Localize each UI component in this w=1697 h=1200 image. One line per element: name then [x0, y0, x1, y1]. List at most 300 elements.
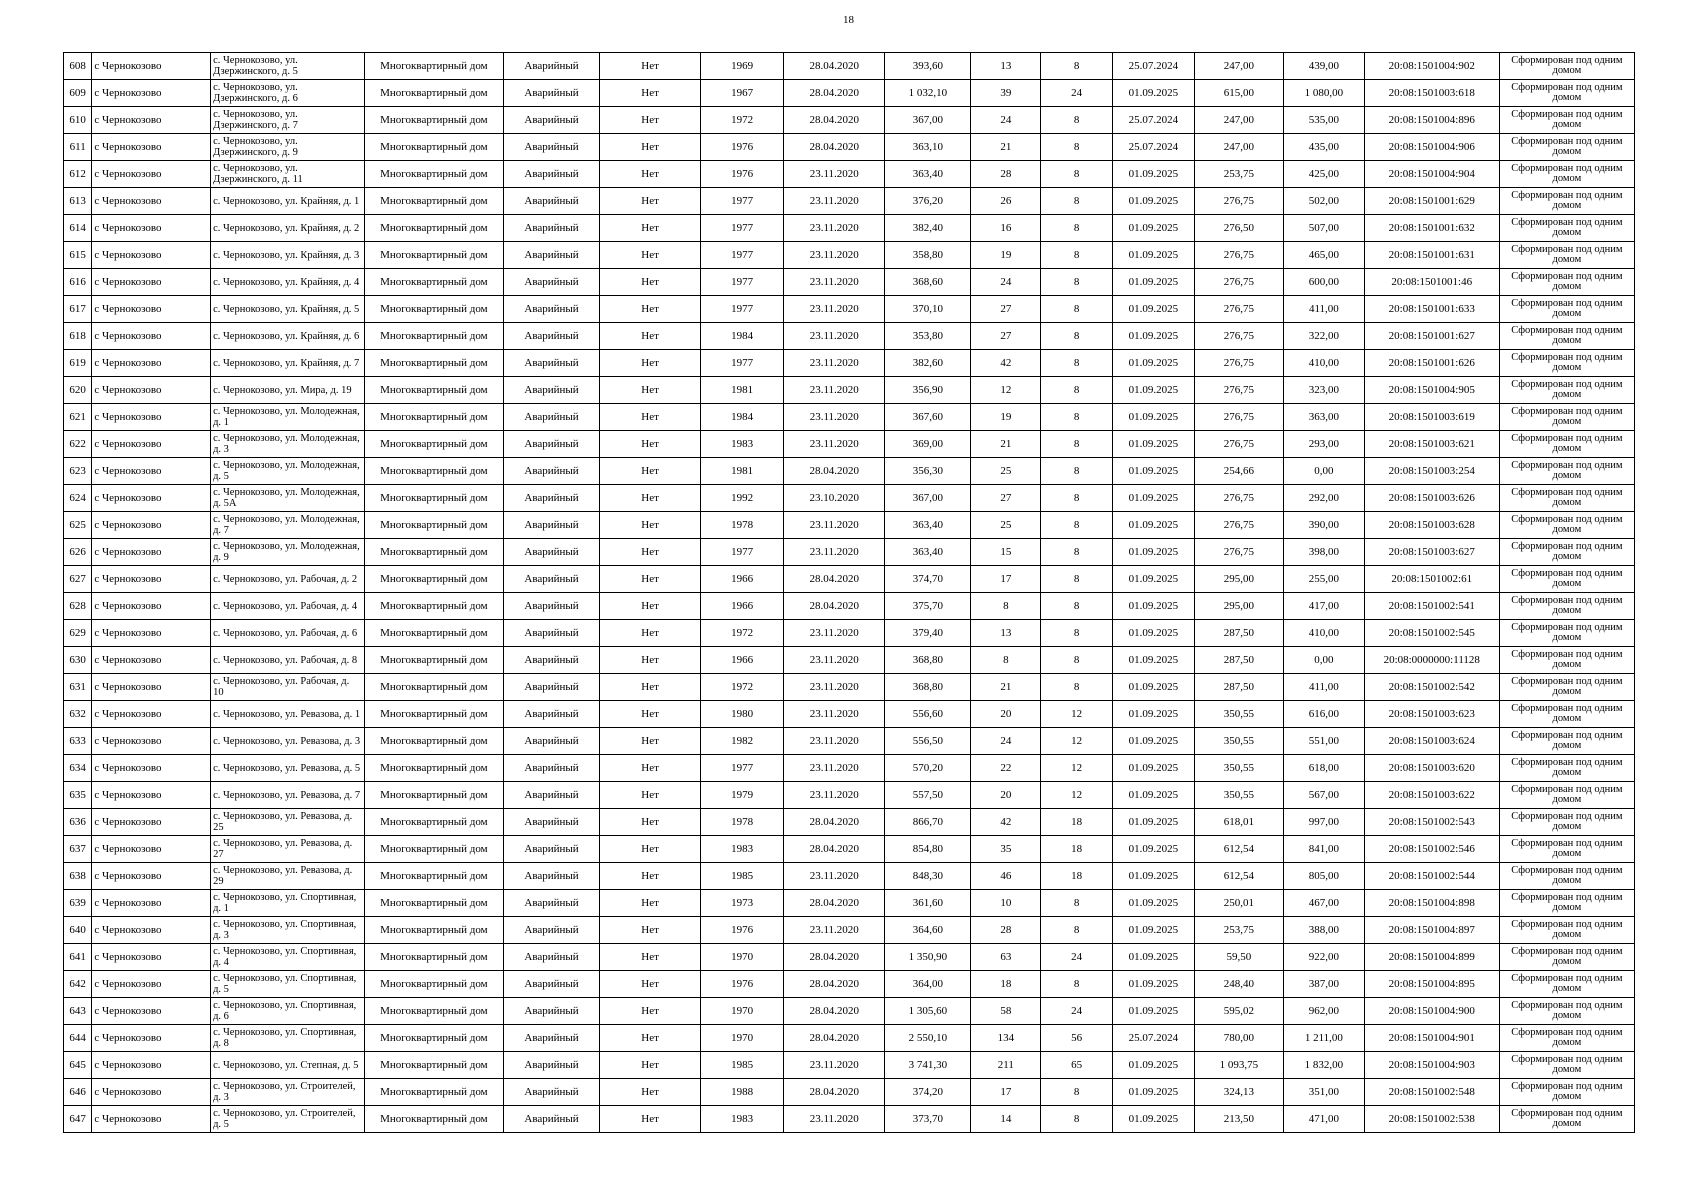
land-area-cell: 600,00 — [1284, 269, 1365, 296]
address-cell: с. Чернокозово, ул. Молодежная, д. 7 — [211, 512, 365, 539]
locality-cell: с Чернокозово — [92, 728, 211, 755]
address-cell: с. Чернокозово, ул. Рабочая, д. 8 — [211, 647, 365, 674]
building-type-cell: Многоквартирный дом — [364, 701, 503, 728]
table-row — [64, 755, 1635, 782]
flag-cell: Нет — [599, 782, 700, 809]
year-built-cell: 1977 — [701, 539, 784, 566]
note-cell: Сформирован под одним домом — [1499, 188, 1634, 215]
table-row — [64, 242, 1635, 269]
residents-cell: 20 — [971, 701, 1041, 728]
table-row — [64, 593, 1635, 620]
apartments-cell: 8 — [1041, 647, 1113, 674]
note-cell: Сформирован под одним домом — [1499, 593, 1634, 620]
land-area-cell: 805,00 — [1284, 863, 1365, 890]
recognition-date-cell: 23.11.2020 — [784, 755, 885, 782]
flag-cell: Нет — [599, 971, 700, 998]
building-type-cell: Многоквартирный дом — [364, 1052, 503, 1079]
row-number: 630 — [64, 647, 92, 674]
land-area-cell: 425,00 — [1284, 161, 1365, 188]
apartments-cell: 24 — [1041, 80, 1113, 107]
row-number: 613 — [64, 188, 92, 215]
address-cell: с. Чернокозово, ул. Молодежная, д. 1 — [211, 404, 365, 431]
cadastral-number-cell: 20:08:1501001:627 — [1364, 323, 1499, 350]
cadastral-number-cell: 20:08:1501001:632 — [1364, 215, 1499, 242]
land-area-cell: 388,00 — [1284, 917, 1365, 944]
row-number: 611 — [64, 134, 92, 161]
address-cell: с. Чернокозово, ул. Ревазова, д. 29 — [211, 863, 365, 890]
area-cell: 374,20 — [885, 1079, 971, 1106]
area-cell: 557,50 — [885, 782, 971, 809]
year-built-cell: 1977 — [701, 350, 784, 377]
apartments-cell: 8 — [1041, 512, 1113, 539]
area-cell: 364,00 — [885, 971, 971, 998]
year-built-cell: 1976 — [701, 134, 784, 161]
residents-cell: 13 — [971, 620, 1041, 647]
condition-cell: Аварийный — [504, 539, 600, 566]
locality-cell: с Чернокозово — [92, 674, 211, 701]
living-area-cell: 276,75 — [1194, 485, 1283, 512]
table-row — [64, 134, 1635, 161]
living-area-cell: 276,75 — [1194, 323, 1283, 350]
apartments-cell: 8 — [1041, 620, 1113, 647]
row-number: 628 — [64, 593, 92, 620]
note-cell: Сформирован под одним домом — [1499, 134, 1634, 161]
planned-date-cell: 01.09.2025 — [1113, 269, 1195, 296]
planned-date-cell: 01.09.2025 — [1113, 674, 1195, 701]
residents-cell: 8 — [971, 647, 1041, 674]
land-area-cell: 0,00 — [1284, 458, 1365, 485]
area-cell: 1 305,60 — [885, 998, 971, 1025]
apartments-cell: 12 — [1041, 728, 1113, 755]
land-area-cell: 0,00 — [1284, 647, 1365, 674]
row-number: 639 — [64, 890, 92, 917]
row-number: 609 — [64, 80, 92, 107]
cadastral-number-cell: 20:08:1501003:624 — [1364, 728, 1499, 755]
locality-cell: с Чернокозово — [92, 134, 211, 161]
living-area-cell: 276,75 — [1194, 296, 1283, 323]
building-type-cell: Многоквартирный дом — [364, 323, 503, 350]
flag-cell: Нет — [599, 1079, 700, 1106]
planned-date-cell: 01.09.2025 — [1113, 431, 1195, 458]
living-area-cell: 612,54 — [1194, 836, 1283, 863]
row-number: 643 — [64, 998, 92, 1025]
locality-cell: с Чернокозово — [92, 296, 211, 323]
recognition-date-cell: 23.11.2020 — [784, 269, 885, 296]
land-area-cell: 398,00 — [1284, 539, 1365, 566]
living-area-cell: 276,75 — [1194, 431, 1283, 458]
row-number: 633 — [64, 728, 92, 755]
recognition-date-cell: 28.04.2020 — [784, 134, 885, 161]
year-built-cell: 1984 — [701, 404, 784, 431]
area-cell: 379,40 — [885, 620, 971, 647]
locality-cell: с Чернокозово — [92, 1052, 211, 1079]
flag-cell: Нет — [599, 647, 700, 674]
planned-date-cell: 25.07.2024 — [1113, 1025, 1195, 1052]
year-built-cell: 1972 — [701, 620, 784, 647]
locality-cell: с Чернокозово — [92, 485, 211, 512]
planned-date-cell: 01.09.2025 — [1113, 458, 1195, 485]
building-type-cell: Многоквартирный дом — [364, 1025, 503, 1052]
note-cell: Сформирован под одним домом — [1499, 566, 1634, 593]
apartments-cell: 8 — [1041, 242, 1113, 269]
recognition-date-cell: 28.04.2020 — [784, 971, 885, 998]
recognition-date-cell: 23.11.2020 — [784, 674, 885, 701]
cadastral-number-cell: 20:08:1501003:618 — [1364, 80, 1499, 107]
condition-cell: Аварийный — [504, 323, 600, 350]
residents-cell: 42 — [971, 350, 1041, 377]
row-number: 631 — [64, 674, 92, 701]
table-row — [64, 647, 1635, 674]
apartments-cell: 24 — [1041, 998, 1113, 1025]
recognition-date-cell: 28.04.2020 — [784, 998, 885, 1025]
cadastral-number-cell: 20:08:1501003:626 — [1364, 485, 1499, 512]
year-built-cell: 1977 — [701, 188, 784, 215]
row-number: 623 — [64, 458, 92, 485]
flag-cell: Нет — [599, 431, 700, 458]
row-number: 617 — [64, 296, 92, 323]
address-cell: с. Чернокозово, ул. Строителей, д. 3 — [211, 1079, 365, 1106]
apartments-cell: 8 — [1041, 458, 1113, 485]
apartments-cell: 8 — [1041, 107, 1113, 134]
year-built-cell: 1983 — [701, 1106, 784, 1133]
building-type-cell: Многоквартирный дом — [364, 782, 503, 809]
apartments-cell: 8 — [1041, 917, 1113, 944]
note-cell: Сформирован под одним домом — [1499, 1106, 1634, 1133]
locality-cell: с Чернокозово — [92, 809, 211, 836]
condition-cell: Аварийный — [504, 701, 600, 728]
recognition-date-cell: 28.04.2020 — [784, 890, 885, 917]
locality-cell: с Чернокозово — [92, 593, 211, 620]
address-cell: с. Чернокозово, ул. Дзержинского, д. 5 — [211, 53, 365, 80]
row-number: 645 — [64, 1052, 92, 1079]
planned-date-cell: 01.09.2025 — [1113, 350, 1195, 377]
area-cell: 369,00 — [885, 431, 971, 458]
area-cell: 556,50 — [885, 728, 971, 755]
recognition-date-cell: 28.04.2020 — [784, 1025, 885, 1052]
housing-registry-table — [63, 52, 1635, 1133]
residents-cell: 211 — [971, 1052, 1041, 1079]
planned-date-cell: 01.09.2025 — [1113, 242, 1195, 269]
year-built-cell: 1973 — [701, 890, 784, 917]
address-cell: с. Чернокозово, ул. Крайняя, д. 5 — [211, 296, 365, 323]
building-type-cell: Многоквартирный дом — [364, 458, 503, 485]
flag-cell: Нет — [599, 296, 700, 323]
area-cell: 368,80 — [885, 647, 971, 674]
area-cell: 363,40 — [885, 161, 971, 188]
residents-cell: 17 — [971, 1079, 1041, 1106]
condition-cell: Аварийный — [504, 998, 600, 1025]
apartments-cell: 8 — [1041, 350, 1113, 377]
recognition-date-cell: 23.11.2020 — [784, 323, 885, 350]
planned-date-cell: 01.09.2025 — [1113, 944, 1195, 971]
table-row — [64, 836, 1635, 863]
area-cell: 848,30 — [885, 863, 971, 890]
apartments-cell: 24 — [1041, 944, 1113, 971]
row-number: 634 — [64, 755, 92, 782]
living-area-cell: 287,50 — [1194, 647, 1283, 674]
table-row — [64, 944, 1635, 971]
cadastral-number-cell: 20:08:1501002:542 — [1364, 674, 1499, 701]
cadastral-number-cell: 20:08:1501003:627 — [1364, 539, 1499, 566]
flag-cell: Нет — [599, 1025, 700, 1052]
cadastral-number-cell: 20:08:1501004:905 — [1364, 377, 1499, 404]
address-cell: с. Чернокозово, ул. Крайняя, д. 7 — [211, 350, 365, 377]
flag-cell: Нет — [599, 404, 700, 431]
building-type-cell: Многоквартирный дом — [364, 242, 503, 269]
living-area-cell: 213,50 — [1194, 1106, 1283, 1133]
year-built-cell: 1970 — [701, 998, 784, 1025]
table-row — [64, 80, 1635, 107]
year-built-cell: 1977 — [701, 242, 784, 269]
address-cell: с. Чернокозово, ул. Рабочая, д. 6 — [211, 620, 365, 647]
note-cell: Сформирован под одним домом — [1499, 836, 1634, 863]
condition-cell: Аварийный — [504, 1106, 600, 1133]
locality-cell: с Чернокозово — [92, 242, 211, 269]
apartments-cell: 8 — [1041, 431, 1113, 458]
building-type-cell: Многоквартирный дом — [364, 134, 503, 161]
flag-cell: Нет — [599, 728, 700, 755]
apartments-cell: 8 — [1041, 377, 1113, 404]
locality-cell: с Чернокозово — [92, 701, 211, 728]
living-area-cell: 350,55 — [1194, 755, 1283, 782]
land-area-cell: 435,00 — [1284, 134, 1365, 161]
living-area-cell: 324,13 — [1194, 1079, 1283, 1106]
address-cell: с. Чернокозово, ул. Молодежная, д. 3 — [211, 431, 365, 458]
building-type-cell: Многоквартирный дом — [364, 485, 503, 512]
building-type-cell: Многоквартирный дом — [364, 917, 503, 944]
living-area-cell: 250,01 — [1194, 890, 1283, 917]
residents-cell: 25 — [971, 512, 1041, 539]
recognition-date-cell: 23.11.2020 — [784, 350, 885, 377]
cadastral-number-cell: 20:08:1501002:544 — [1364, 863, 1499, 890]
planned-date-cell: 01.09.2025 — [1113, 836, 1195, 863]
building-type-cell: Многоквартирный дом — [364, 53, 503, 80]
apartments-cell: 8 — [1041, 404, 1113, 431]
planned-date-cell: 01.09.2025 — [1113, 188, 1195, 215]
area-cell: 367,00 — [885, 485, 971, 512]
locality-cell: с Чернокозово — [92, 836, 211, 863]
row-number: 638 — [64, 863, 92, 890]
condition-cell: Аварийный — [504, 674, 600, 701]
flag-cell: Нет — [599, 53, 700, 80]
cadastral-number-cell: 20:08:1501003:619 — [1364, 404, 1499, 431]
residents-cell: 22 — [971, 755, 1041, 782]
cadastral-number-cell: 20:08:1501004:896 — [1364, 107, 1499, 134]
note-cell: Сформирован под одним домом — [1499, 107, 1634, 134]
note-cell: Сформирован под одним домом — [1499, 431, 1634, 458]
recognition-date-cell: 23.11.2020 — [784, 161, 885, 188]
building-type-cell: Многоквартирный дом — [364, 350, 503, 377]
cadastral-number-cell: 20:08:1501003:623 — [1364, 701, 1499, 728]
row-number: 625 — [64, 512, 92, 539]
apartments-cell: 8 — [1041, 971, 1113, 998]
planned-date-cell: 01.09.2025 — [1113, 323, 1195, 350]
table-row — [64, 620, 1635, 647]
locality-cell: с Чернокозово — [92, 944, 211, 971]
row-number: 629 — [64, 620, 92, 647]
note-cell: Сформирован под одним домом — [1499, 350, 1634, 377]
locality-cell: с Чернокозово — [92, 188, 211, 215]
flag-cell: Нет — [599, 269, 700, 296]
recognition-date-cell: 23.11.2020 — [784, 215, 885, 242]
table-row — [64, 1052, 1635, 1079]
building-type-cell: Многоквартирный дом — [364, 188, 503, 215]
living-area-cell: 780,00 — [1194, 1025, 1283, 1052]
condition-cell: Аварийный — [504, 80, 600, 107]
locality-cell: с Чернокозово — [92, 971, 211, 998]
condition-cell: Аварийный — [504, 458, 600, 485]
note-cell: Сформирован под одним домом — [1499, 863, 1634, 890]
building-type-cell: Многоквартирный дом — [364, 431, 503, 458]
note-cell: Сформирован под одним домом — [1499, 80, 1634, 107]
living-area-cell: 612,54 — [1194, 863, 1283, 890]
apartments-cell: 8 — [1041, 134, 1113, 161]
locality-cell: с Чернокозово — [92, 755, 211, 782]
cadastral-number-cell: 20:08:1501003:620 — [1364, 755, 1499, 782]
building-type-cell: Многоквартирный дом — [364, 80, 503, 107]
planned-date-cell: 01.09.2025 — [1113, 863, 1195, 890]
address-cell: с. Чернокозово, ул. Крайняя, д. 6 — [211, 323, 365, 350]
note-cell: Сформирован под одним домом — [1499, 485, 1634, 512]
address-cell: с. Чернокозово, ул. Спортивная, д. 6 — [211, 998, 365, 1025]
living-area-cell: 253,75 — [1194, 161, 1283, 188]
row-number: 620 — [64, 377, 92, 404]
building-type-cell: Многоквартирный дом — [364, 944, 503, 971]
apartments-cell: 18 — [1041, 863, 1113, 890]
row-number: 647 — [64, 1106, 92, 1133]
row-number: 614 — [64, 215, 92, 242]
residents-cell: 12 — [971, 377, 1041, 404]
address-cell: с. Чернокозово, ул. Рабочая, д. 10 — [211, 674, 365, 701]
condition-cell: Аварийный — [504, 647, 600, 674]
recognition-date-cell: 23.11.2020 — [784, 296, 885, 323]
area-cell: 368,60 — [885, 269, 971, 296]
apartments-cell: 12 — [1041, 701, 1113, 728]
area-cell: 3 741,30 — [885, 1052, 971, 1079]
note-cell: Сформирован под одним домом — [1499, 890, 1634, 917]
note-cell: Сформирован под одним домом — [1499, 782, 1634, 809]
planned-date-cell: 01.09.2025 — [1113, 566, 1195, 593]
row-number: 641 — [64, 944, 92, 971]
row-number: 608 — [64, 53, 92, 80]
planned-date-cell: 01.09.2025 — [1113, 728, 1195, 755]
living-area-cell: 287,50 — [1194, 620, 1283, 647]
table-row — [64, 1106, 1635, 1133]
condition-cell: Аварийный — [504, 404, 600, 431]
row-number: 610 — [64, 107, 92, 134]
living-area-cell: 287,50 — [1194, 674, 1283, 701]
cadastral-number-cell: 20:08:1501004:902 — [1364, 53, 1499, 80]
locality-cell: с Чернокозово — [92, 1079, 211, 1106]
land-area-cell: 465,00 — [1284, 242, 1365, 269]
year-built-cell: 1967 — [701, 80, 784, 107]
residents-cell: 10 — [971, 890, 1041, 917]
table-row — [64, 539, 1635, 566]
recognition-date-cell: 28.04.2020 — [784, 53, 885, 80]
land-area-cell: 467,00 — [1284, 890, 1365, 917]
planned-date-cell: 01.09.2025 — [1113, 809, 1195, 836]
flag-cell: Нет — [599, 1106, 700, 1133]
land-area-cell: 997,00 — [1284, 809, 1365, 836]
table-row — [64, 458, 1635, 485]
row-number: 642 — [64, 971, 92, 998]
year-built-cell: 1982 — [701, 728, 784, 755]
flag-cell: Нет — [599, 377, 700, 404]
condition-cell: Аварийный — [504, 512, 600, 539]
locality-cell: с Чернокозово — [92, 1025, 211, 1052]
locality-cell: с Чернокозово — [92, 998, 211, 1025]
residents-cell: 14 — [971, 1106, 1041, 1133]
flag-cell: Нет — [599, 890, 700, 917]
condition-cell: Аварийный — [504, 350, 600, 377]
address-cell: с. Чернокозово, ул. Молодежная, д. 9 — [211, 539, 365, 566]
locality-cell: с Чернокозово — [92, 782, 211, 809]
note-cell: Сформирован под одним домом — [1499, 1025, 1634, 1052]
row-number: 618 — [64, 323, 92, 350]
table-row — [64, 161, 1635, 188]
row-number: 632 — [64, 701, 92, 728]
apartments-cell: 18 — [1041, 836, 1113, 863]
flag-cell: Нет — [599, 458, 700, 485]
condition-cell: Аварийный — [504, 620, 600, 647]
condition-cell: Аварийный — [504, 134, 600, 161]
year-built-cell: 1988 — [701, 1079, 784, 1106]
residents-cell: 27 — [971, 323, 1041, 350]
year-built-cell: 1977 — [701, 296, 784, 323]
condition-cell: Аварийный — [504, 215, 600, 242]
flag-cell: Нет — [599, 350, 700, 377]
address-cell: с. Чернокозово, ул. Дзержинского, д. 9 — [211, 134, 365, 161]
condition-cell: Аварийный — [504, 944, 600, 971]
planned-date-cell: 01.09.2025 — [1113, 512, 1195, 539]
table-row — [64, 350, 1635, 377]
residents-cell: 16 — [971, 215, 1041, 242]
address-cell: с. Чернокозово, ул. Спортивная, д. 1 — [211, 890, 365, 917]
planned-date-cell: 01.09.2025 — [1113, 593, 1195, 620]
planned-date-cell: 01.09.2025 — [1113, 161, 1195, 188]
flag-cell: Нет — [599, 323, 700, 350]
year-built-cell: 1976 — [701, 917, 784, 944]
residents-cell: 35 — [971, 836, 1041, 863]
year-built-cell: 1978 — [701, 809, 784, 836]
cadastral-number-cell: 20:08:1501004:906 — [1364, 134, 1499, 161]
cadastral-number-cell: 20:08:1501001:633 — [1364, 296, 1499, 323]
living-area-cell: 615,00 — [1194, 80, 1283, 107]
table-row — [64, 782, 1635, 809]
area-cell: 358,80 — [885, 242, 971, 269]
residents-cell: 24 — [971, 269, 1041, 296]
land-area-cell: 323,00 — [1284, 377, 1365, 404]
address-cell: с. Чернокозово, ул. Ревазова, д. 1 — [211, 701, 365, 728]
table-row — [64, 674, 1635, 701]
condition-cell: Аварийный — [504, 728, 600, 755]
recognition-date-cell: 23.11.2020 — [784, 242, 885, 269]
locality-cell: с Чернокозово — [92, 917, 211, 944]
year-built-cell: 1980 — [701, 701, 784, 728]
row-number: 635 — [64, 782, 92, 809]
flag-cell: Нет — [599, 512, 700, 539]
condition-cell: Аварийный — [504, 566, 600, 593]
land-area-cell: 551,00 — [1284, 728, 1365, 755]
locality-cell: с Чернокозово — [92, 1106, 211, 1133]
table-row — [64, 512, 1635, 539]
building-type-cell: Многоквартирный дом — [364, 377, 503, 404]
area-cell: 382,40 — [885, 215, 971, 242]
building-type-cell: Многоквартирный дом — [364, 890, 503, 917]
residents-cell: 39 — [971, 80, 1041, 107]
building-type-cell: Многоквартирный дом — [364, 809, 503, 836]
address-cell: с. Чернокозово, ул. Крайняя, д. 3 — [211, 242, 365, 269]
